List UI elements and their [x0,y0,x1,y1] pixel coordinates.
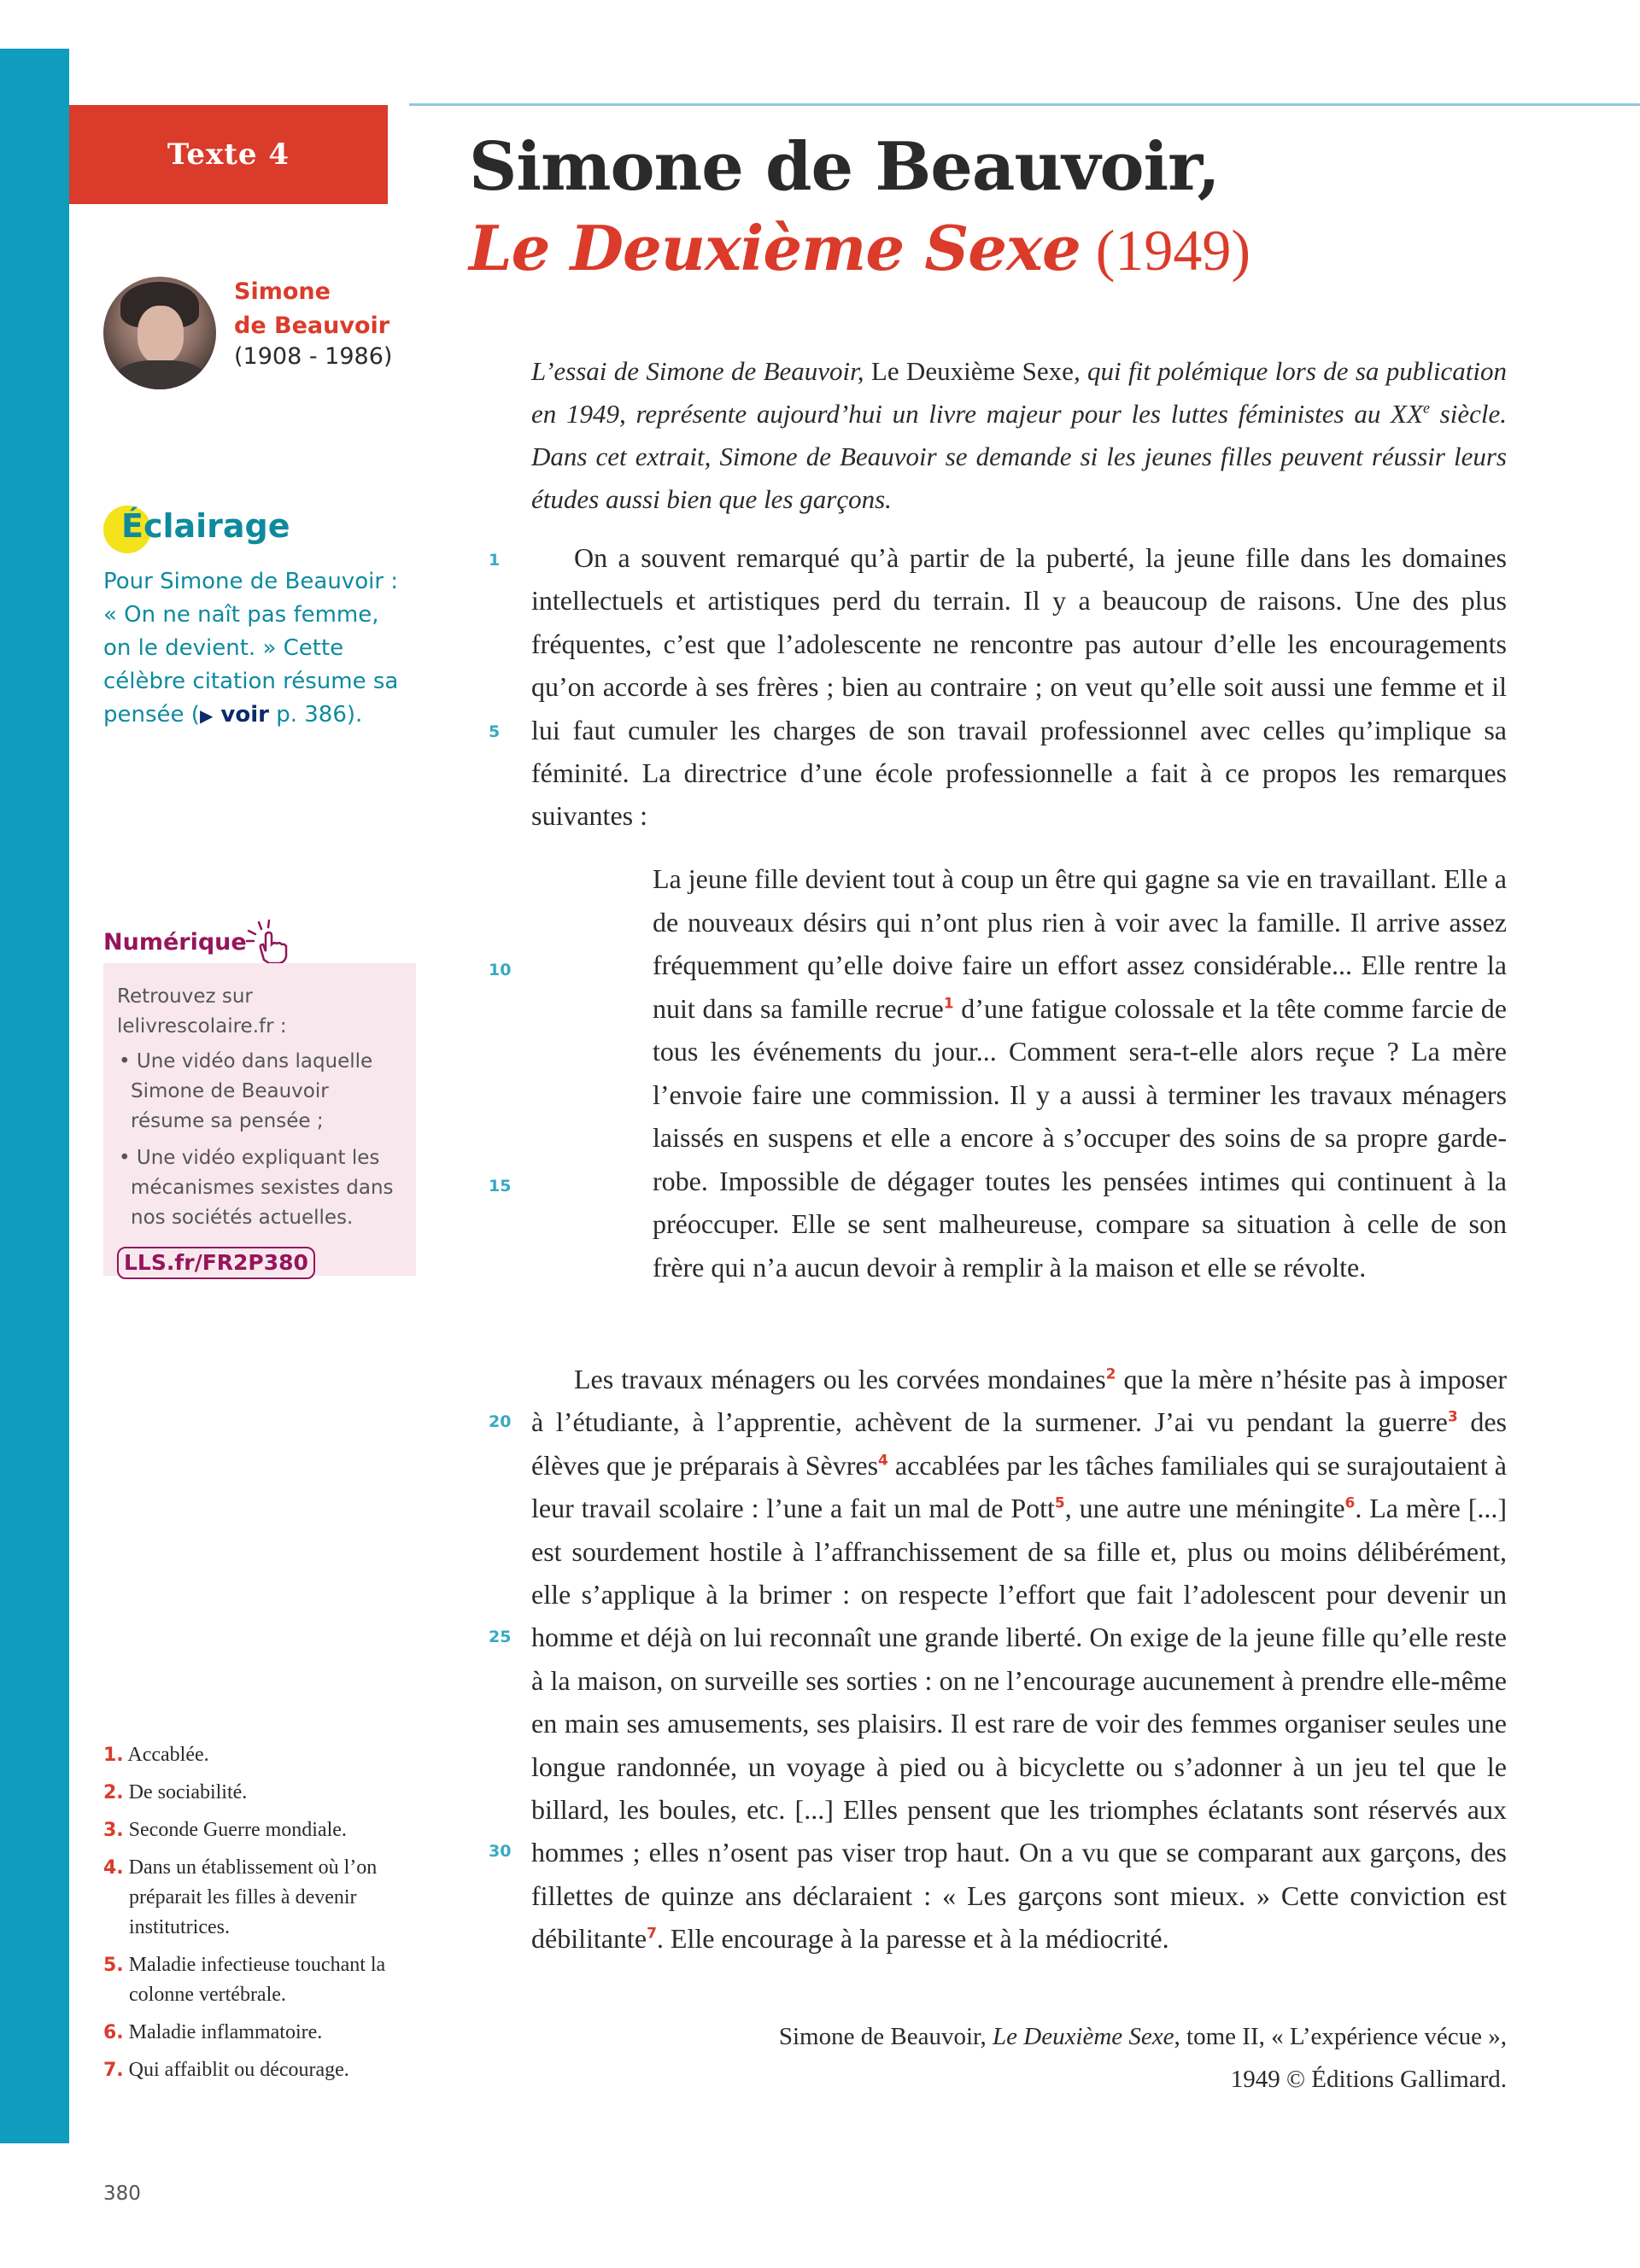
quoted-passage: La jeune fille devient tout à coup un être qui gagne sa vie en travaillant. Elle a de nouveaux désirs qui n’ont plus rien à voir avec la famille. Il arrive assez fréquemment qu’elle doive faire un effort assez considérable... Elle rentre la nuit dans sa famille recrue$^1$ d’une fatigue colossale et la tête comme farcie de tous les événements du jour... Comment sera-t-elle alors reçue ? La mère l’envoie faire une commission. Il y a aussi à terminer les travaux ménagers laissés en suspens et elle a encore à s’occuper des soins de sa propre garde-robe. Impossible de dégager toutes les pensées intimes qui continuent à la préoccuper. Elle se sent malheureuse, compare sa situation à celle de son frère qui n’a aucun devoir à remplir à la maison et elle se révolte. [653,863,1508,1283]
line-number: 1 [489,551,501,570]
footnote-ref[interactable]: 3 [1447,1408,1458,1426]
line-number: 20 [489,1412,512,1431]
line-number: 5 [489,722,501,741]
footnote-ref[interactable]: 5 [1054,1494,1065,1512]
footnote: 2. De sociabilité. [103,1781,248,1803]
list-item: • Une vidéo expliquant les mécanismes sexistes dans nos sociétés actuelles. [119,1147,394,1229]
footnote: 4. Dans un établissement où l’on préparait les filles à devenir institutrices. [103,1856,378,1938]
source-citation: Simone de Beauvoir, Le Deuxième Sexe, tome II, « L’expérience vécue », 1949 © Éditions Gallimard. [778,2023,1507,2093]
footnote-ref[interactable]: 4 [878,1452,888,1470]
voir-link[interactable]: voir [213,702,269,728]
numerique-label: Numérique [103,929,247,956]
work-title-line [469,212,1250,285]
eclairage-text: Pour Simone de Beauvoir : « On ne naît pas femme, on le devient. » Cette célèbre citation résume sa pensée (▶ voir p. 386). [103,569,399,728]
body-paragraph-2: Les travaux ménagers ou les corvées mondaines$^2$ que la mère n’hésite pas à imposer à l’étudiante, à l’apprentie, achèvent de la surmener. J’ai vu pendant la guerre$^3$ des élèves que je préparais à Sèvres$^4$ accablées par les tâches familiales qui se surajoutaient à leur travail scolaire : l’une a fait un mal de Pott$^5$, une autre une méningite$^6$. La mère [...] est sourdement hostile à l’affranchissement de sa fille et, plus ou moins délibérément, elle s’applique à la brimer : on respecte l’effort que fait l’adolescent pour devenir un homme et déjà on lui reconnaît une grande liberté. On exige de la jeune fille qu’elle reste à la maison, on surveille ses sorties : on ne l’encourage aucunement à prendre elle-même en main ses amusements, ses plaisirs. Il est rare de voir des femmes organiser seules une longue randonnée, un voyage à pied ou à bicyclette ou s’adonner à un jeu tel que le billard, les boules, etc. [...] Elles pensent que les triomphes éclatants sont réservés aux hommes ; elles n’osent pas viser trop haut. On a vu que se comparant aux garçons, des fillettes de quinze ans déclaraient : « Les garçons sont mieux. » Cette conviction est débilitante$^7$. Elle encourage à la paresse et à la médiocrité. [531,1364,1508,1955]
footnotes [103,1740,419,2093]
page-number: 380 [103,2183,141,2205]
line-number: 25 [489,1628,512,1646]
arrow-icon: ▶ [199,705,214,726]
intro-paragraph: L’essai de Simone de Beauvoir, Le Deuxième Sexe, qui fit polémique lors de sa publication en 1949, représente aujourd’hui un livre majeur pour les luttes féministes au XXe siècle. Dans cet extrait, Simone de Beauvoir se demande si les jeunes filles peuvent réussir leurs études aussi bien que les garçons. [531,356,1507,514]
numerique-link[interactable]: LLS.fr/FR2P380 [117,1247,315,1279]
footnote: 5. Maladie infectieuse touchant la colonne vertébrale. [103,1954,386,2006]
work-year: (1949) [1095,218,1251,283]
numerique-list [117,1047,402,1233]
footnote-ref[interactable]: 7 [647,1925,657,1943]
author-name-line2: de Beauvoir [234,313,390,339]
footnote: 7. Qui affaiblit ou décourage. [103,2059,349,2081]
line-number: 15 [489,1177,512,1195]
text-number-tab [69,105,388,204]
tap-hand-icon [243,919,295,965]
author-name-line1: Simone [234,278,331,305]
left-color-bar [0,49,69,2143]
footnote-ref[interactable]: 6 [1344,1494,1356,1512]
list-item: • Une vidéo dans laquelle Simone de Beauvoir résume sa pensée ; [119,1050,373,1132]
work-title: Le Deuxième Sexe [469,212,1081,284]
eclairage-title: Éclairage [121,507,290,545]
footnote-ref[interactable]: 1 [943,994,954,1012]
numerique-intro: Retrouvez sur lelivrescolaire.fr : [117,985,287,1038]
tab-label: Texte 4 [167,137,290,172]
author-dates: (1908 - 1986) [234,343,393,370]
author-name [234,275,390,343]
author-portrait [103,277,216,389]
line-number: 30 [489,1842,512,1861]
numerique-box [103,963,416,1276]
footnote: 3. Seconde Guerre mondiale. [103,1819,347,1841]
footnote-ref[interactable]: 2 [1105,1365,1116,1383]
line-number: 10 [489,961,512,979]
page-title: Simone de Beauvoir, [469,128,1220,206]
footnote: 1. Accablée. [103,1744,209,1766]
footnote: 6. Maladie inflammatoire. [103,2021,323,2043]
body-paragraph-1: On a souvent remarqué qu’à partir de la puberté, la jeune fille dans les domaines intellectuels et artistiques perd du terrain. Il y a beaucoup de raisons. Une des plus fréquentes, c’est que l’adolescente ne rencontre pas autour d’elle les encouragements qu’on accorde à ses frères ; bien au contraire ; on veut qu’elle soit aussi une femme et il lui faut cumuler les charges de son travail professionnel avec celles qu’implique sa féminité. La directrice d’une école professionnelle a fait à ce propos les remarques suivantes : [531,542,1507,832]
header-rule [409,103,1640,106]
